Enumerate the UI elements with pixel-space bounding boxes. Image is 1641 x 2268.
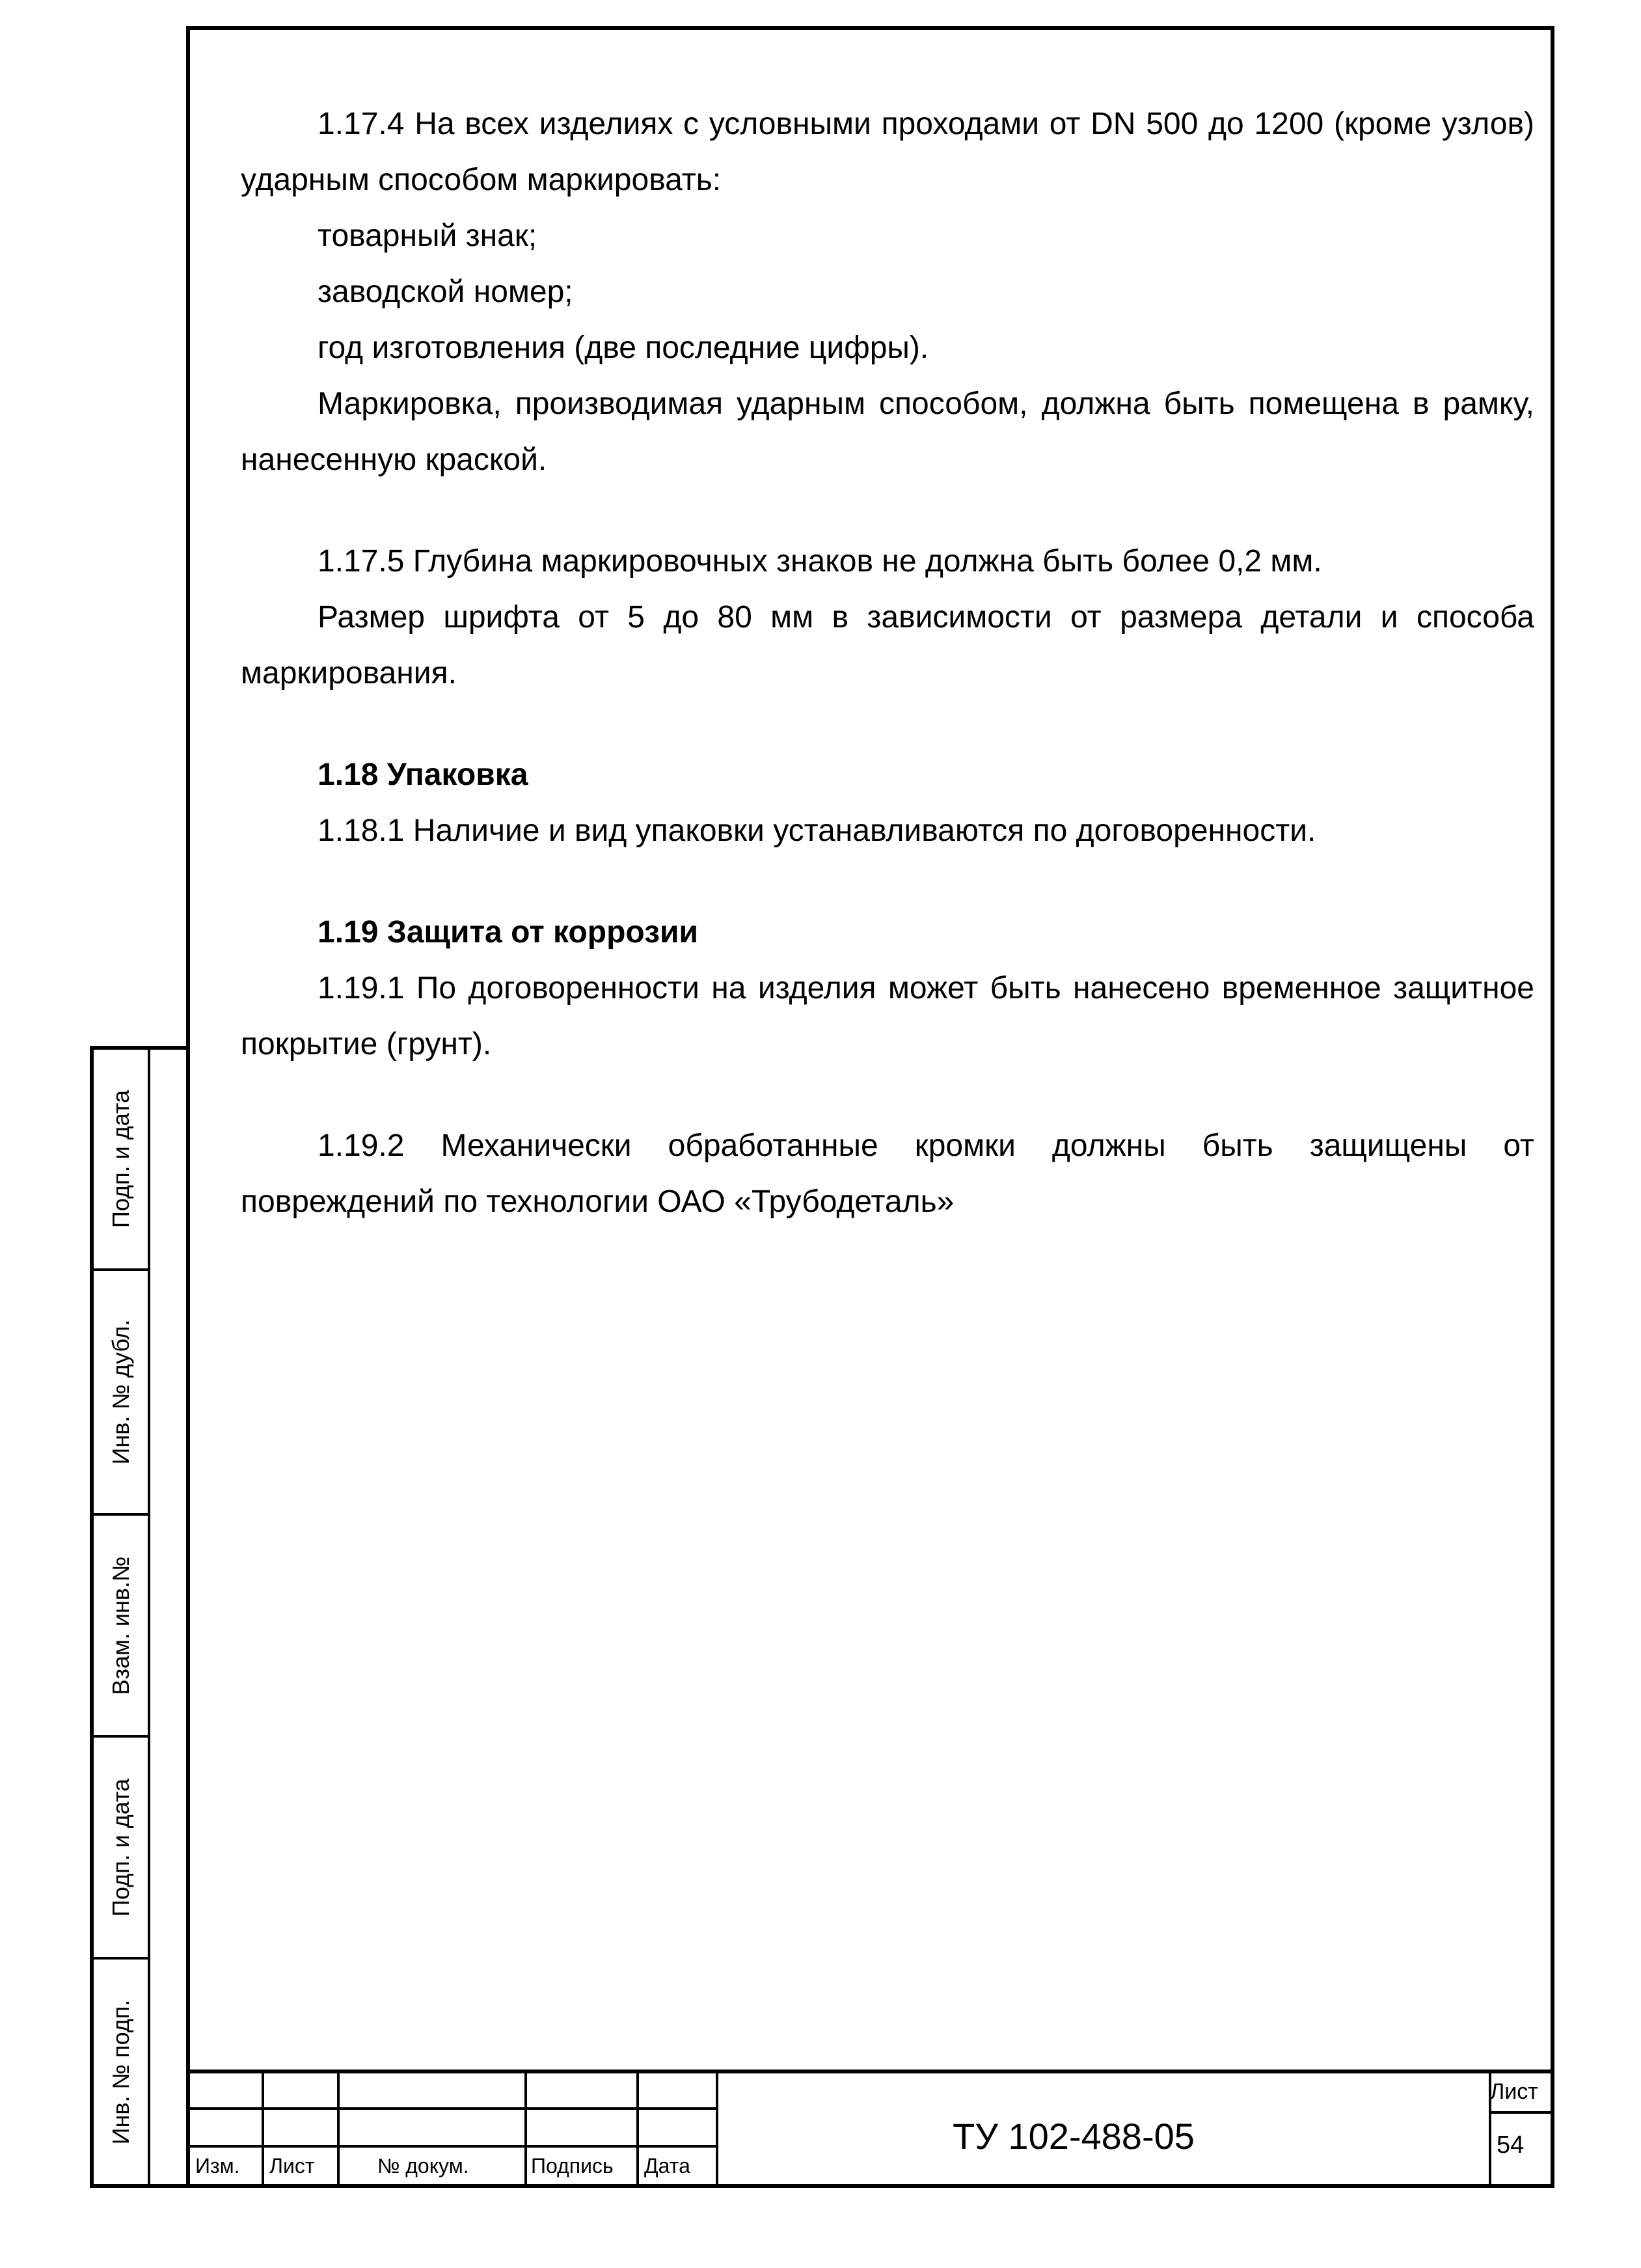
- margin-label: Подп. и дата: [107, 1089, 134, 1229]
- paragraph-1-18-1: 1.18.1 Наличие и вид упаковки устанавливаются по договоренности.: [318, 813, 1316, 848]
- heading-1-18: 1.18 Упаковка: [318, 758, 528, 792]
- margin-cell-sign-date-2: [94, 1738, 148, 1960]
- paragraph-1-19-1: 1.19.1 По договоренности на изделия может быть нанесено временное защитное покрытие (грунт).: [241, 971, 1534, 1061]
- paragraph-font-size: Размер шрифта от 5 до 80 мм в зависимости от размера детали и способа маркирования.: [241, 600, 1534, 690]
- paragraph-1-17-4: 1.17.4 На всех изделиях с условными проходами от DN 500 до 1200 (кроме узлов) ударным способом маркировать:: [241, 107, 1534, 197]
- sheet-number: 54: [1497, 2131, 1525, 2159]
- margin-cell-replace-inv: [94, 1516, 148, 1738]
- list-item: год изготовления (две последние цифры).: [318, 331, 929, 365]
- margin-label: Взам. инв.№: [107, 1555, 134, 1695]
- margin-label: Подп. и дата: [107, 1778, 134, 1917]
- paragraph-marking: Маркировка, производимая ударным способом, должна быть помещена в рамку, нанесенную краской.: [241, 387, 1534, 477]
- margin-label: Инв. № подп.: [107, 1999, 134, 2144]
- margin-cell-dup-inv: [94, 1271, 148, 1516]
- heading-1-19: 1.19 Защита от коррозии: [318, 915, 698, 950]
- col-header-date: Дата: [644, 2154, 690, 2178]
- margin-label: Инв. № дубл.: [107, 1319, 134, 1465]
- col-header-doc-number: № докум.: [377, 2154, 469, 2178]
- list-item: заводской номер;: [318, 275, 573, 309]
- margin-cell-orig-inv: [94, 1960, 148, 2184]
- col-header-izm: Изм.: [195, 2154, 240, 2178]
- paragraph-1-17-5: 1.17.5 Глубина маркировочных знаков не должна быть более 0,2 мм.: [318, 544, 1322, 579]
- sheet-label: Лист: [1490, 2079, 1538, 2104]
- list-item: товарный знак;: [318, 219, 537, 253]
- margin-cell-sign-date: [94, 1050, 148, 1271]
- col-header-signature: Подпись: [531, 2154, 614, 2178]
- margin-strip: [90, 1046, 190, 2188]
- document-code: ТУ 102-488-05: [953, 2116, 1195, 2157]
- paragraph-1-19-2: 1.19.2 Механически обработанные кромки должны быть защищены от повреждений по технологии ОАО «Трубодеталь»: [241, 1128, 1534, 1219]
- col-header-list: Лист: [269, 2154, 315, 2178]
- document-body: [241, 96, 1534, 1230]
